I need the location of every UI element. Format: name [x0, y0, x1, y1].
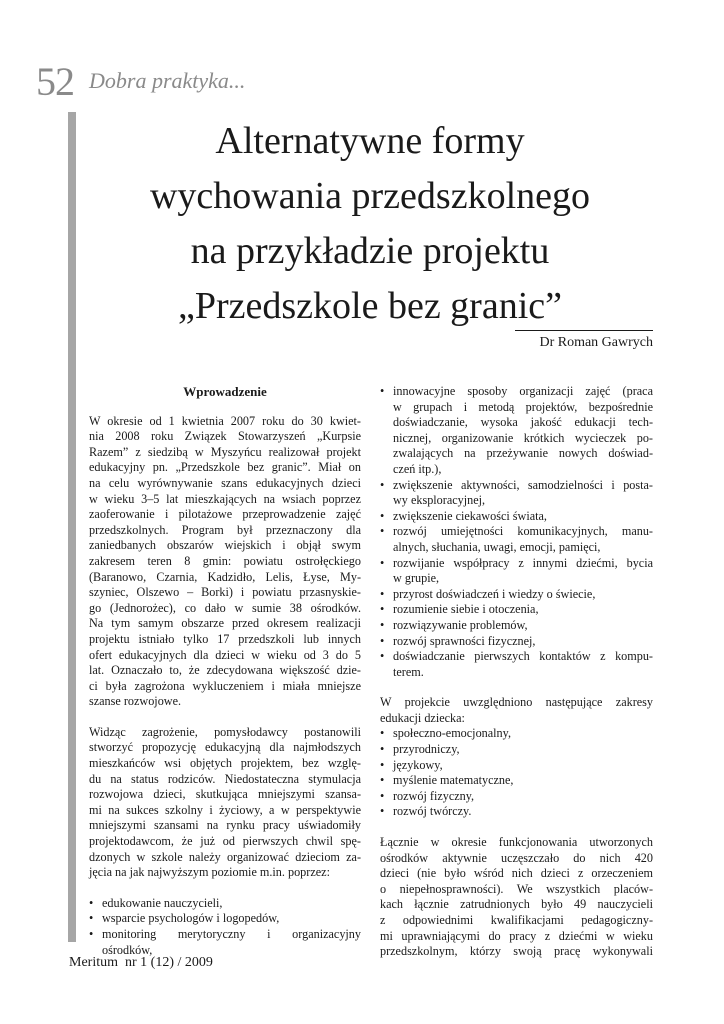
bullet-icon: •: [380, 617, 385, 632]
list-item-text: w grupach i metodą projektów, bezpośrednie: [393, 399, 653, 414]
text-line: dzonych w szkole należy organizować dzieciom za-: [89, 849, 361, 864]
list-item: [380, 556, 653, 587]
text-line: zaniedbanych obszarów wiejskich i objął swym: [89, 538, 361, 553]
text-line: W okresie od 1 kwietnia 2007 roku do 30 kwiet-: [89, 413, 361, 428]
list-item-text: edukowanie nauczycieli,: [102, 895, 223, 910]
list-item-text: doświadczanie pierwszych kontaktów z kompu-: [393, 649, 653, 664]
list-item-text: alnych, słuchania, uwagi, emocji, pamięci,: [393, 539, 601, 554]
list-item-text: zwiększenie aktywności, samodzielności i posta-: [393, 477, 653, 492]
bullet-icon: •: [380, 508, 385, 523]
list-item: [380, 618, 653, 634]
bullet-icon: •: [380, 788, 385, 803]
list-item: [380, 758, 653, 774]
bullet-list: [380, 726, 653, 820]
list-item: [380, 524, 653, 555]
list-item-text: językowy,: [393, 757, 443, 772]
list-item-text: rozwój umiejętności komunikacyjnych, manu-: [393, 524, 653, 539]
left-column: [89, 384, 361, 973]
list-item-text: przyrodniczy,: [393, 742, 460, 757]
bullet-icon: •: [89, 927, 94, 941]
list-item-text: w grupie,: [393, 571, 440, 586]
list-item: [89, 927, 361, 958]
bullet-icon: •: [380, 742, 385, 757]
text-line: zakresem teren 8 gmin: powiatu ostrołęckiego: [89, 553, 361, 568]
list-item: [380, 634, 653, 650]
text-line: Na tym samym obszarze przed okresem realizacji: [89, 616, 361, 631]
list-item: [380, 742, 653, 758]
text-line: Łącznie w okresie funkcjonowania utworzonych: [380, 835, 653, 850]
text-line: W projekcie uwzględniono następujące zakresy: [380, 695, 653, 710]
list-item-text: rozwijanie współpracy z innymi dziećmi, bycia: [393, 555, 653, 570]
journal-name: Meritum: [69, 955, 118, 970]
text-line: lat. Oznaczało to, że zdecydowana większość dzie-: [89, 663, 361, 678]
list-item: [89, 896, 361, 912]
list-item-text: rozwiązywanie problemów,: [393, 617, 528, 632]
list-item-text: społeczno-emocjonalny,: [393, 726, 511, 741]
list-item: [380, 789, 653, 805]
section-title: Dobra praktyka...: [89, 68, 246, 93]
bullet-icon: •: [380, 773, 385, 788]
text-line: kach łącznie zatrudnionych było 49 nauczycieli: [380, 897, 653, 912]
list-item-text: rozwój fizyczny,: [393, 788, 475, 803]
list-item-text: ośrodków,: [102, 942, 153, 957]
list-item-text: wy eksploracyjnej,: [393, 493, 486, 508]
list-item: [380, 773, 653, 789]
list-item: [380, 804, 653, 820]
list-item: [380, 509, 653, 525]
bullet-icon: •: [380, 757, 385, 772]
text-line: zaoferowanie i pilotażowe przeprowadzenie zajęć: [89, 507, 361, 522]
text-line: dzieci (nie było wśród nich dzieci z orzeczeniem: [380, 866, 653, 881]
list-item-text: czeń itp.),: [393, 461, 442, 476]
text-line: z odpowiednimi kwalifikacjami pedagogiczny-: [380, 913, 653, 927]
list-item: [89, 911, 361, 927]
text-line: jęcia na jak najwyższym poziomie m.in. poprzez:: [89, 865, 330, 880]
list-item-text: myślenie matematyczne,: [393, 773, 514, 788]
footer: [69, 955, 213, 971]
list-item-text: zwalających na przeżywanie nowych doświad-: [393, 446, 653, 461]
text-line: o niepełnosprawności). We wszystkich placów-: [380, 881, 653, 896]
margin-bar: [68, 112, 76, 942]
paragraph: [380, 695, 653, 726]
bullet-list: [89, 896, 361, 958]
list-item-text: rozwój sprawności fizycznej,: [393, 633, 536, 648]
bullet-icon: •: [380, 477, 385, 492]
list-item-text: rozwój twórczy.: [393, 804, 472, 819]
title-line: na przykładzie projektu: [190, 230, 550, 272]
bullet-icon: •: [89, 911, 94, 926]
bullet-icon: •: [89, 895, 94, 910]
list-item: [380, 384, 653, 478]
list-item-text: przyrost doświadczeń i wiedzy o świecie,: [393, 586, 596, 601]
bullet-icon: •: [380, 633, 385, 648]
text-line: mniejszymi szansami na rynku pracy uświadomiły: [89, 818, 361, 833]
text-line: projektodawcom, że już od pierwszych chwil spę-: [89, 834, 361, 849]
list-item-text: terem.: [393, 664, 424, 679]
text-line: mieszkańców wsi objętych projektem, bez wzglę-: [89, 756, 361, 771]
paragraph: [89, 725, 361, 881]
title-line: Alternatywne formy: [215, 120, 525, 162]
list-item-text: zwiększenie ciekawości świata,: [393, 508, 547, 523]
bullet-icon: •: [380, 804, 385, 819]
article-title: [90, 114, 650, 334]
right-column: [380, 384, 653, 975]
list-item-text: monitoring merytoryczny i organizacyjny: [102, 927, 361, 941]
page-number: 52: [36, 59, 74, 104]
text-line: w wieku 3–5 lat mieszkających na wsiach poprzez: [89, 491, 361, 506]
text-line: przedszkolnych. Program był przeznaczony dla: [89, 522, 361, 537]
text-line: szanse rozwojowe.: [89, 694, 182, 709]
title-line: wychowania przedszkolnego: [149, 175, 590, 217]
text-line: ci była zagrożona wykluczeniem i miała mniejsze: [89, 678, 361, 693]
list-item-text: wsparcie psychologów i logopedów,: [102, 911, 280, 926]
list-item: [380, 649, 653, 680]
text-line: nia 2008 roku Związek Stowarzyszeń „Kurpsie: [89, 429, 361, 444]
text-line: Razem” z siedzibą w Myszyńcu realizował projekt: [89, 444, 361, 459]
list-item: [380, 602, 653, 618]
text-line: szyniec, Olszewo – Borki) i powiatu przasnyskie-: [89, 585, 361, 600]
text-line: edukacyjny pn. „Przedszkole bez granic”. Miał on: [89, 460, 361, 475]
paragraph: [380, 835, 653, 960]
list-item: [380, 587, 653, 603]
bullet-icon: •: [380, 555, 385, 570]
issue-number: nr 1 (12) / 2009: [125, 955, 213, 970]
text-line: przedszkolnym, którzy swoją pracę wykonywali: [380, 944, 653, 959]
list-item-text: doświadczanie, wysoka jakość edukacji tech-: [393, 415, 653, 430]
text-line: du na status rodziców. Niedostateczna stymulacja: [89, 771, 361, 786]
text-line: edukacji dziecka:: [380, 710, 465, 725]
author-name: Dr Roman Gawrych: [515, 330, 653, 351]
bullet-icon: •: [380, 524, 385, 539]
text-line: mi na sukces szkolny i życiowy, a w perspektywie: [89, 802, 361, 817]
text-line: go (Jednorożec), co dało w sumie 38 ośrodków.: [89, 600, 361, 615]
text-line: mi uprawniającymi do pracy z dziećmi w wieku: [380, 928, 653, 943]
text-line: projektu istniało tylko 17 przedszkoli lub innych: [89, 631, 361, 646]
text-line: na celu wyrównywanie szans edukacyjnych dzieci: [89, 475, 361, 490]
list-item: [380, 726, 653, 742]
paragraph: [89, 414, 361, 710]
list-item-text: rozumienie siebie i otoczenia,: [393, 602, 539, 617]
text-line: (Baranowo, Czarnia, Kadzidło, Lelis, Łyse, My-: [89, 569, 361, 584]
bullet-icon: •: [380, 649, 385, 664]
list-item: [380, 478, 653, 509]
list-item-text: innowacyjne sposoby organizacji zajęć (praca: [393, 384, 653, 398]
text-line: Widząc zagrożenie, pomysłodawcy postanowili: [89, 724, 361, 739]
text-line: rozwojowa dzieci, skutkująca mniejszymi szansa-: [89, 787, 361, 802]
bullet-icon: •: [380, 384, 385, 398]
title-line: „Przedszkole bez granic”: [177, 285, 562, 327]
text-line: stworzyć propozycję edukacyjną dla najmłodszych: [89, 740, 361, 755]
bullet-icon: •: [380, 586, 385, 601]
text-line: ośrodków aktywnie uczęszczało do nich 420: [380, 850, 653, 865]
section-heading: Wprowadzenie: [183, 384, 267, 399]
bullet-icon: •: [380, 726, 385, 741]
text-line: ofert edukacyjnych dla dzieci w wieku od 3 do 5: [89, 647, 361, 662]
bullet-list: [380, 384, 653, 680]
bullet-icon: •: [380, 602, 385, 617]
list-item-text: nicznej, organizowanie krótkich wycieczek po-: [393, 430, 653, 445]
